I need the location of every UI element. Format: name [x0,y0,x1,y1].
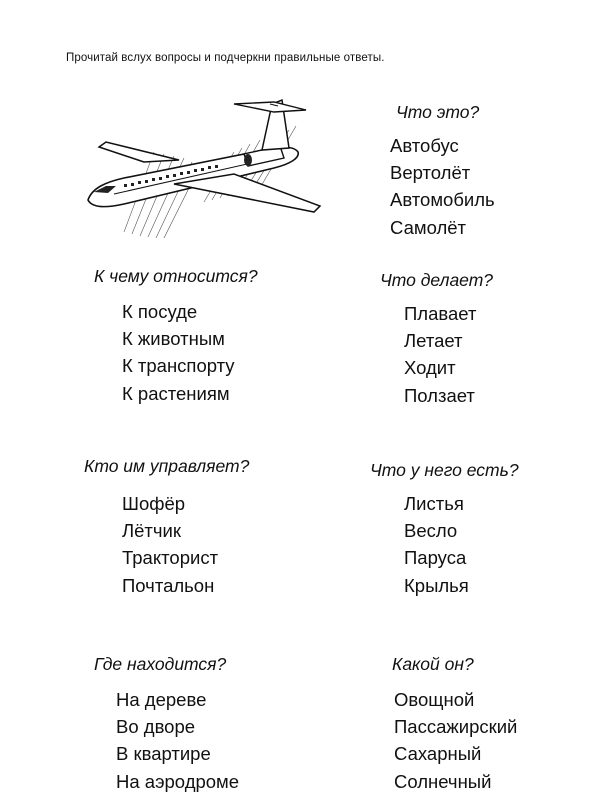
answer-option[interactable]: Автобус [390,135,459,156]
answer-option[interactable]: Солнечный [394,770,492,792]
answer-option[interactable]: Автомобиль [390,189,495,211]
answer-option[interactable]: Вертолёт [390,162,471,184]
question-what-does: Что делает? [380,270,494,290]
question-where-located: Где находится? [94,654,227,674]
question-category: К чему относится? [94,266,258,286]
answer-option[interactable]: Весло [404,520,458,542]
answer-option[interactable]: Овощной [394,689,475,710]
answer-option[interactable]: Лётчик [122,520,181,542]
answers-category [122,298,235,407]
answer-option[interactable]: Плавает [404,303,477,324]
answer-option[interactable]: Крылья [404,574,469,596]
answers-what-does [404,300,476,409]
answer-option[interactable]: На аэродроме [116,770,240,792]
answer-option[interactable]: Паруса [404,547,467,569]
answer-option[interactable]: Самолёт [390,216,467,238]
answer-option[interactable]: Во дворе [116,716,196,738]
answers-who-operates [122,490,218,599]
answers-what-kind [394,686,517,795]
answers-what-is-it [390,132,495,241]
question-what-kind: Какой он? [392,654,474,674]
answer-option[interactable]: Пассажирский [394,716,518,738]
answer-option[interactable]: Почтальон [122,574,215,596]
answers-where-located [116,686,239,795]
answer-option[interactable]: В квартире [116,743,211,765]
answer-option[interactable]: К транспорту [122,355,235,377]
answer-option[interactable]: Тракторист [122,547,219,569]
answers-what-has [404,490,469,599]
answer-option[interactable]: К животным [122,328,225,350]
answer-option[interactable]: Сахарный [394,743,482,765]
answer-option[interactable]: Летает [404,330,463,352]
answer-option[interactable]: Шофёр [122,493,186,514]
question-what-is-it: Что это? [396,102,480,122]
instruction-text: Прочитай вслух вопросы и подчеркни правильные ответы. [66,52,385,64]
answer-option[interactable]: Листья [404,493,464,514]
question-what-has: Что у него есть? [370,460,519,480]
answer-option[interactable]: К посуде [122,301,198,322]
airplane-illustration [84,92,334,240]
question-who-operates: Кто им управляет? [84,456,250,476]
answer-option[interactable]: Ползает [404,384,475,406]
answer-option[interactable]: Ходит [404,357,456,379]
answer-option[interactable]: На дереве [116,689,207,710]
answer-option[interactable]: К растениям [122,382,230,404]
